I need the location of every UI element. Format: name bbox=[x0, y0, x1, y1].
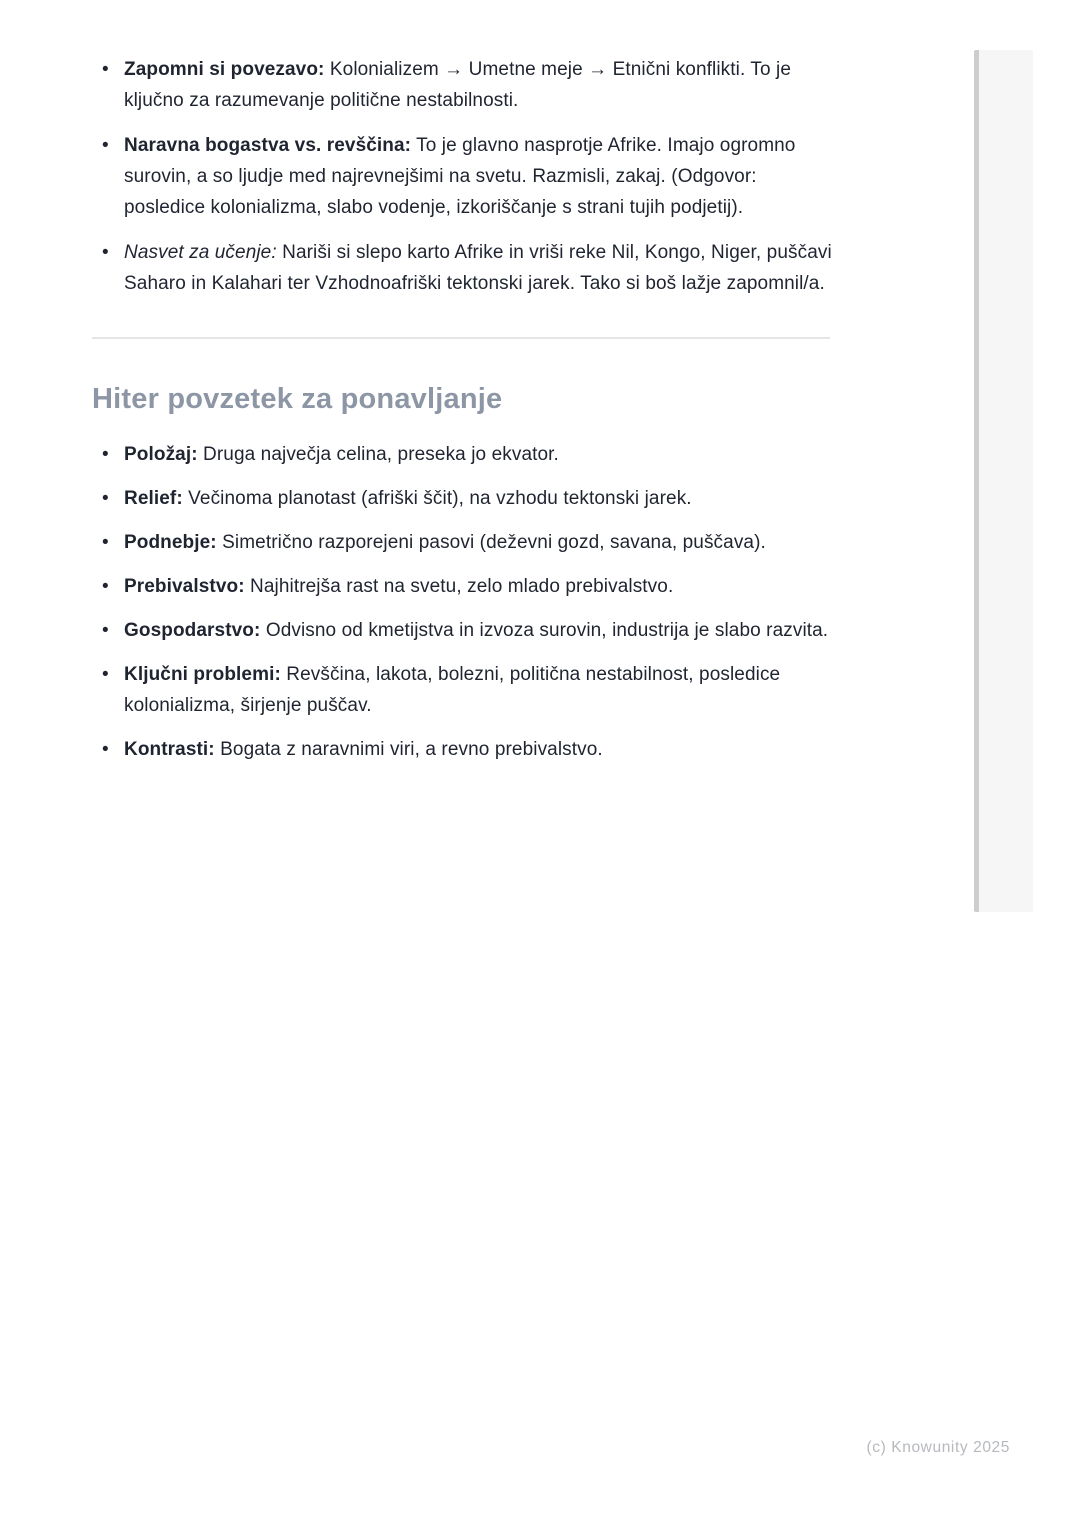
list-item-lead: Položaj: bbox=[124, 444, 198, 465]
bullet-icon: • bbox=[102, 59, 109, 80]
list-item bbox=[92, 483, 832, 514]
bullet-icon: • bbox=[102, 532, 109, 553]
scrollbar-track[interactable] bbox=[974, 50, 1033, 912]
bullet-icon: • bbox=[102, 135, 109, 156]
list-item bbox=[92, 527, 832, 558]
list-item bbox=[92, 439, 832, 470]
list-item-lead: Nasvet za učenje: bbox=[124, 242, 277, 263]
summary-list bbox=[92, 439, 832, 765]
list-item-lead: Naravna bogastva vs. revščina: bbox=[124, 135, 412, 156]
list-item-text: Druga največja celina, preseka jo ekvator. bbox=[203, 444, 559, 465]
list-item-text: Bogata z naravnimi viri, a revno prebivalstvo. bbox=[220, 739, 603, 760]
list-item-text: Odvisno od kmetijstva in izvoza surovin, industrija je slabo razvita. bbox=[265, 620, 829, 641]
list-item-lead: Gospodarstvo: bbox=[124, 620, 261, 641]
list-item-text: Simetrično razporejeni pasovi (deževni gozd, savana, puščava). bbox=[222, 532, 766, 553]
section-heading: Hiter povzetek za ponavljanje bbox=[92, 383, 503, 415]
list-item-lead: Zapomni si povezavo: bbox=[124, 59, 325, 80]
bullet-icon: • bbox=[102, 242, 109, 263]
bullet-icon: • bbox=[102, 739, 109, 760]
list-item-text: Kolonializem → Umetne meje → Etnični konflikti. To je ključno za razumevanje politične nestabilnosti. bbox=[124, 59, 792, 111]
list-item-text: Večinoma planotast (afriški ščit), na vzhodu tektonski jarek. bbox=[188, 488, 692, 509]
bullet-icon: • bbox=[102, 664, 109, 685]
bullet-icon: • bbox=[102, 444, 109, 465]
document-page-content bbox=[92, 0, 832, 778]
bullet-icon: • bbox=[102, 576, 109, 597]
list-item-text: To je glavno nasprotje Afrike. Imajo ogromno surovin, a so ljudje med najrevnejšimi na svetu. Razmisli, zakaj. (Odgovor: posledice kolonializma, slabo vodenje, izkoriščanje s strani tujih podjetij). bbox=[124, 135, 796, 218]
list-item-lead: Ključni problemi: bbox=[124, 664, 281, 685]
list-item bbox=[92, 130, 832, 223]
list-item bbox=[92, 615, 832, 646]
list-item-lead: Prebivalstvo: bbox=[124, 576, 245, 597]
list-item-text: Nariši si slepo karto Afrike in vriši reke Nil, Kongo, Niger, puščavi Saharo in Kalahari ter Vzhodnoafriški tektonski jarek. Tako si boš lažje zapomnil/a. bbox=[124, 242, 832, 294]
list-item bbox=[92, 237, 832, 299]
list-item-text: Najhitrejša rast na svetu, zelo mlado prebivalstvo. bbox=[250, 576, 674, 597]
list-item bbox=[92, 54, 832, 116]
bullet-icon: • bbox=[102, 488, 109, 509]
notes-list bbox=[92, 54, 832, 299]
list-item bbox=[92, 571, 832, 602]
list-item-lead: Relief: bbox=[124, 488, 183, 509]
list-item-lead: Podnebje: bbox=[124, 532, 217, 553]
list-item-lead: Kontrasti: bbox=[124, 739, 215, 760]
list-item bbox=[92, 734, 832, 765]
list-item-text: Revščina, lakota, bolezni, politična nestabilnost, posledice kolonializma, širjenje puščav. bbox=[124, 664, 781, 716]
list-item bbox=[92, 659, 832, 721]
section-divider bbox=[92, 337, 830, 339]
bullet-icon: • bbox=[102, 620, 109, 641]
footer-copyright: (c) Knowunity 2025 bbox=[866, 1439, 1010, 1456]
